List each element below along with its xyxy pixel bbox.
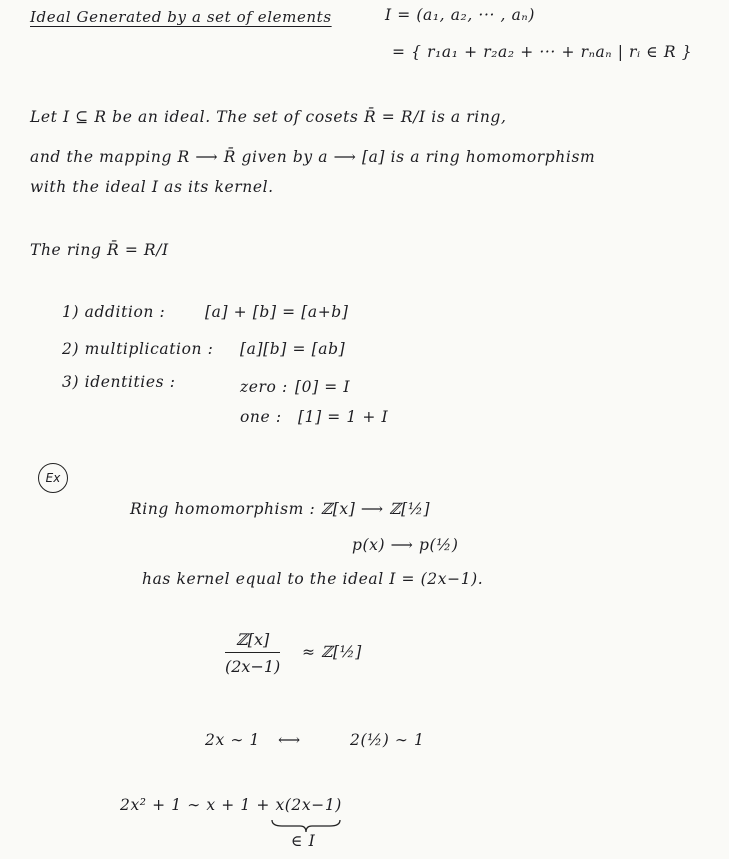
ideal-set-line: = { r₁a₁ + r₂a₂ + ··· + rₙaₙ | rᵢ ∈ R } bbox=[392, 43, 693, 61]
paragraph-line-2: and the mapping R ⟶ R̄ given by a ⟶ [a] is a ring homomorphism bbox=[30, 148, 596, 166]
fraction-denominator: (2x−1) bbox=[225, 657, 281, 676]
equivalence-left: 2x ∼ 1 bbox=[205, 731, 260, 749]
page-title: Ideal Generated by a set of elements bbox=[30, 8, 332, 26]
isomorphism-rhs: ≈ ℤ[½] bbox=[302, 643, 362, 661]
zero-label: zero : bbox=[240, 378, 288, 396]
final-equation: 2x² + 1 ∼ x + 1 + x(2x−1) bbox=[120, 796, 342, 814]
addition-label: 1) addition : bbox=[62, 303, 166, 321]
underbrace-label: ∈ I bbox=[291, 832, 316, 850]
equivalence-arrow: ⟷ bbox=[278, 731, 301, 749]
multiplication-equation: [a][b] = [ab] bbox=[240, 340, 346, 358]
quotient-fraction bbox=[225, 630, 280, 676]
equivalence-right: 2(½) ∼ 1 bbox=[350, 731, 425, 749]
addition-equation: [a] + [b] = [a+b] bbox=[205, 303, 349, 321]
fraction-numerator: ℤ[x] bbox=[225, 630, 280, 653]
one-label: one : bbox=[240, 408, 282, 426]
paragraph-line-1: Let I ⊆ R be an ideal. The set of cosets R̄ = R/I is a ring, bbox=[30, 108, 507, 126]
paragraph-line-3: with the ideal I as its kernel. bbox=[30, 178, 274, 196]
ring-heading: The ring R̄ = R/I bbox=[30, 241, 169, 259]
kernel-line: has kernel equal to the ideal I = (2x−1). bbox=[142, 570, 484, 588]
homomorphism-line: Ring homomorphism : ℤ[x] ⟶ ℤ[½] bbox=[130, 500, 431, 518]
polynomial-map-line: p(x) ⟶ p(½) bbox=[352, 536, 459, 554]
ideal-generator-line: I = (a₁, a₂, ··· , aₙ) bbox=[385, 6, 535, 24]
one-equation: [1] = 1 + I bbox=[298, 408, 389, 426]
example-badge bbox=[38, 463, 68, 493]
identities-label: 3) identities : bbox=[62, 373, 176, 391]
zero-equation: [0] = I bbox=[295, 378, 351, 396]
multiplication-label: 2) multiplication : bbox=[62, 340, 214, 358]
example-badge-label: Ex bbox=[45, 471, 61, 485]
